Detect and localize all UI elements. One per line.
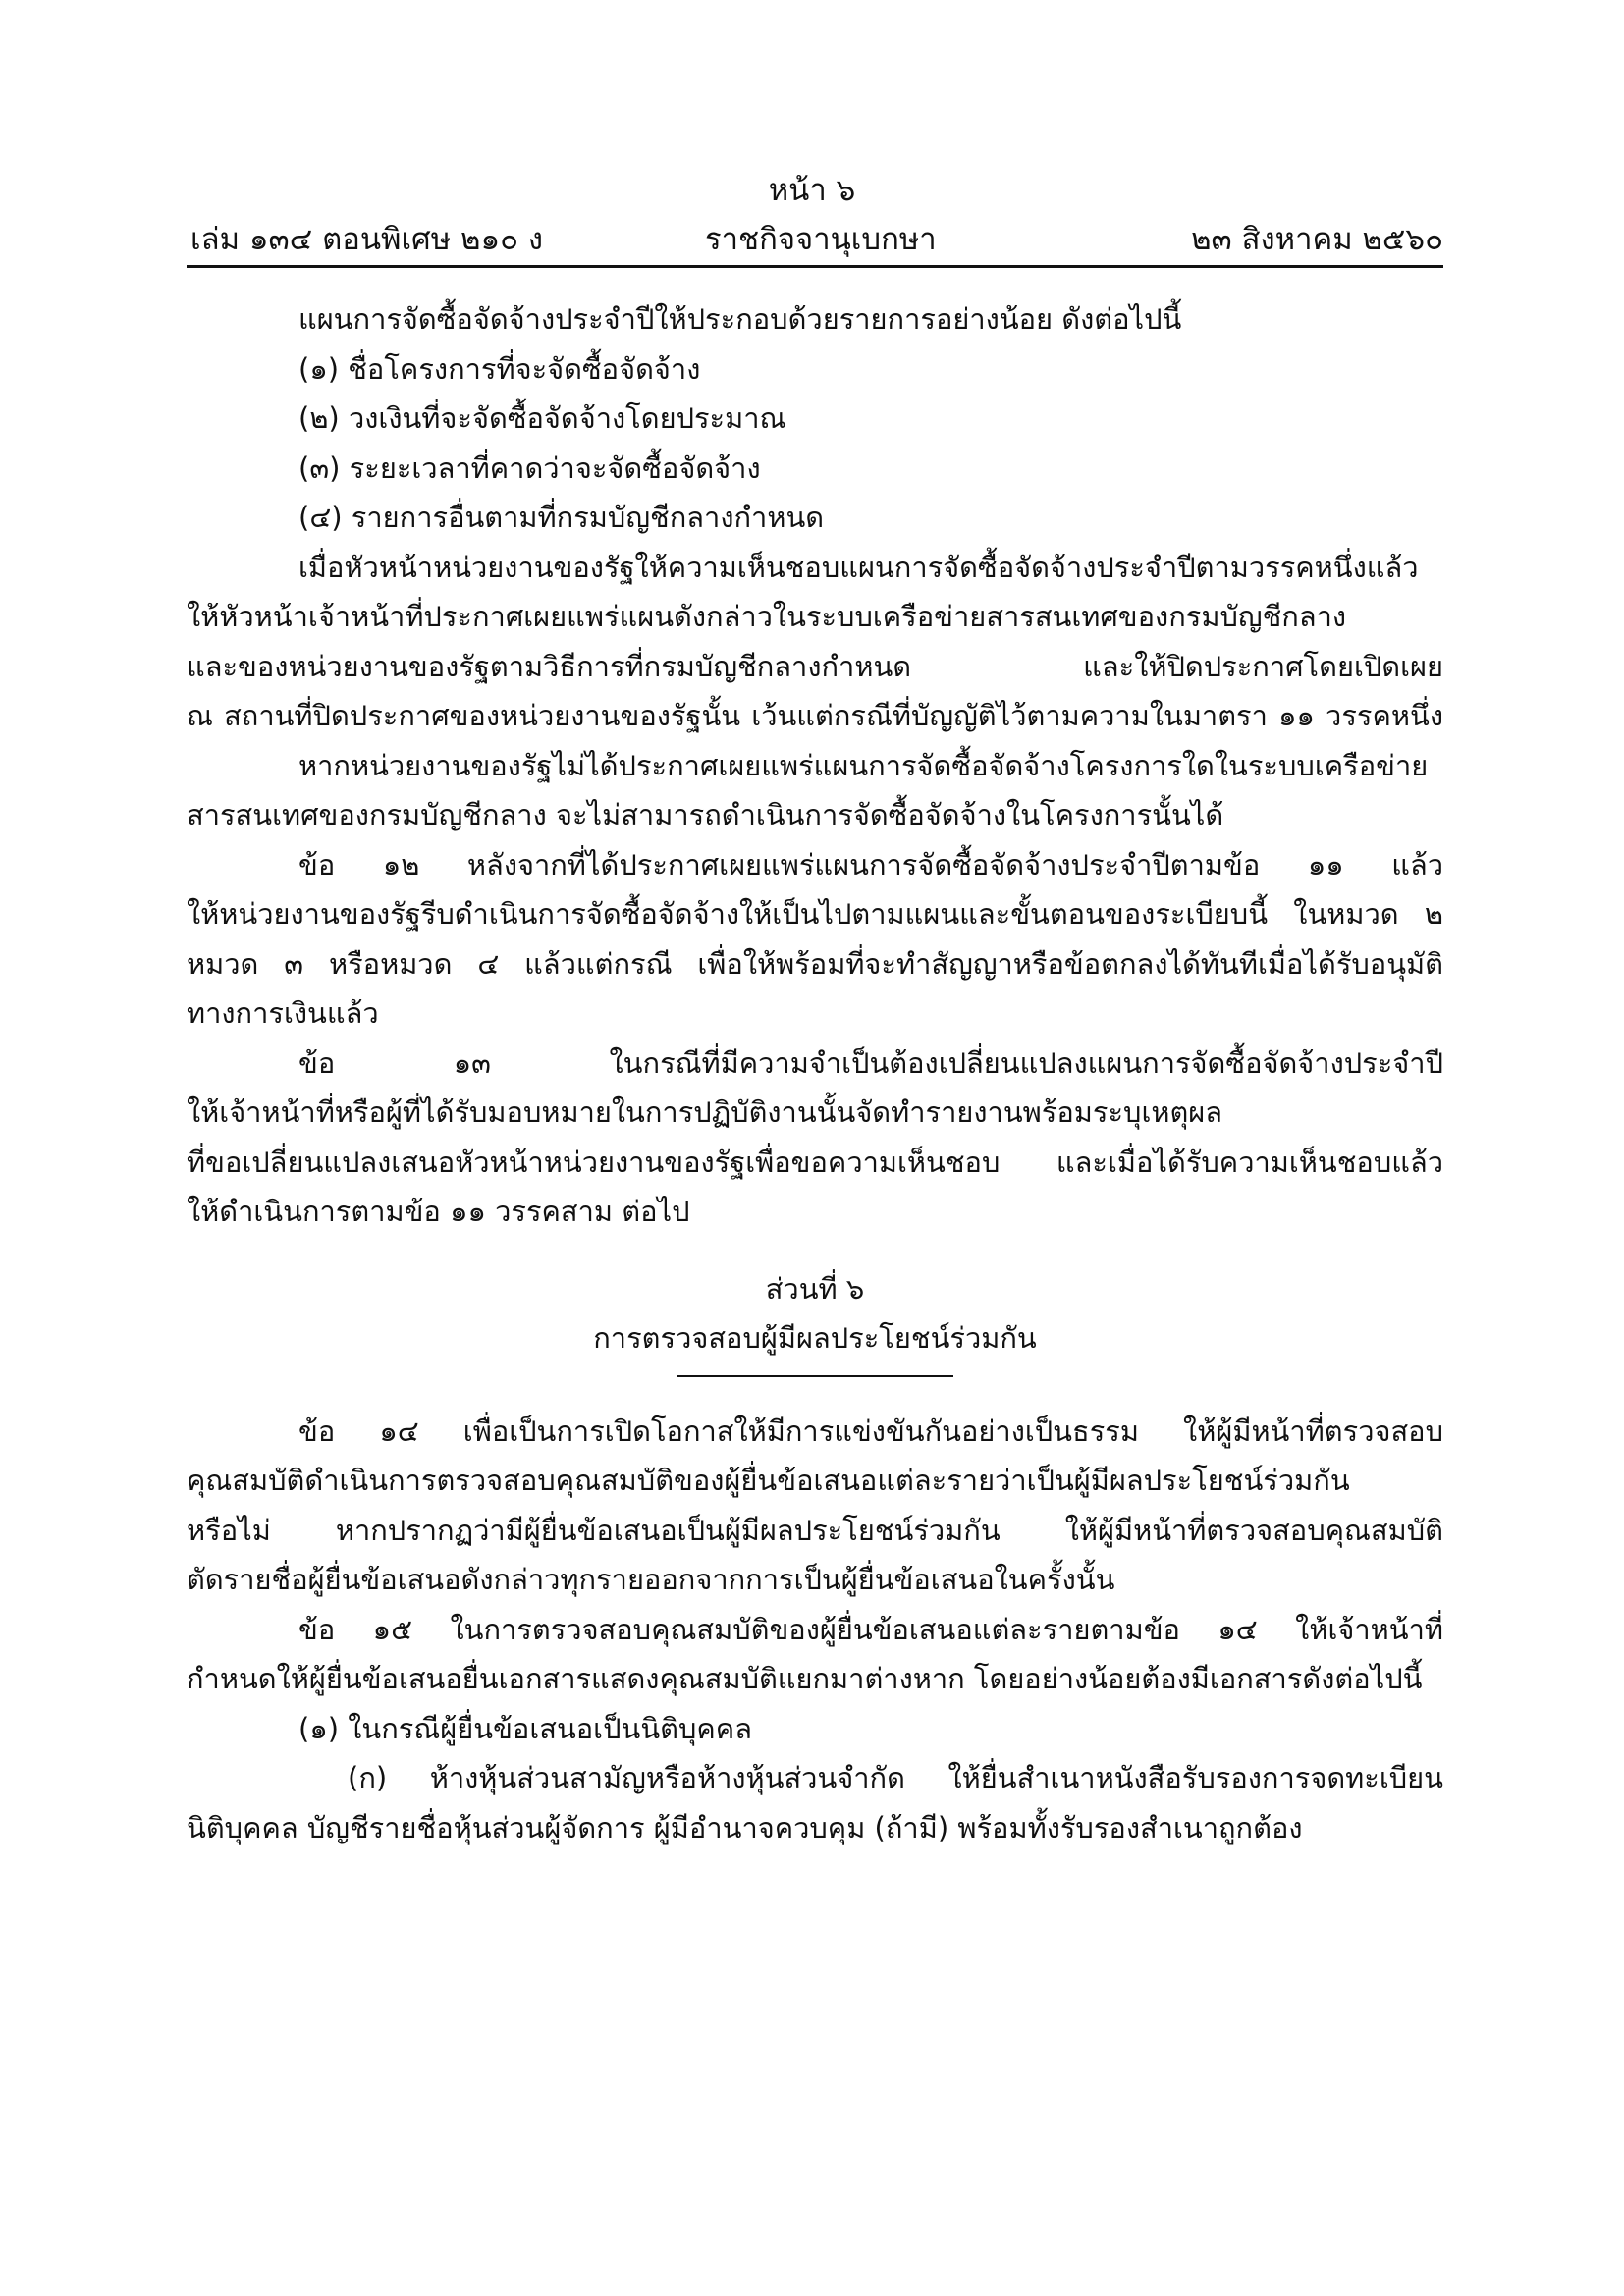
paragraph-line: หมวด ๓ หรือหมวด ๔ แล้วแต่กรณี เพื่อให้พร้อมที่จะทำสัญญาหรือข้อตกลงได้ทันทีเมื่อได้รับอนุมัติ [187, 946, 1443, 981]
paragraph-line: และของหน่วยงานของรัฐตามวิธีการที่กรมบัญชีกลางกำหนด และให้ปิดประกาศโดยเปิดเผย [187, 649, 1443, 683]
paragraph-line: ณ สถานที่ปิดประกาศของหน่วยงานของรัฐนั้น เว้นแต่กรณีที่บัญญัติไว้ตามความในมาตรา ๑๑ วรรคหนึ่ง [187, 699, 1443, 732]
paragraph-line: ตัดรายชื่อผู้ยื่นข้อเสนอดังกล่าวทุกรายออกจากการเป็นผู้ยื่นข้อเสนอในครั้งนั้น [187, 1563, 1115, 1596]
paragraph-line: ให้หน่วยงานของรัฐรีบดำเนินการจัดซื้อจัดจ้างให้เป็นไปตามแผนและขั้นตอนของระเบียบนี้ ในหมวด ๒ [187, 897, 1443, 931]
paragraph-line: นิติบุคคล บัญชีรายชื่อหุ้นส่วนผู้จัดการ ผู้มีอำนาจควบคุม (ถ้ามี) พร้อมทั้งรับรองสำเนาถูกต้อง [187, 1810, 1303, 1844]
header-rule [187, 265, 1443, 268]
paragraph-line: ข้อ ๑๔ เพื่อเป็นการเปิดโอกาสให้มีการแข่งขันกันอย่างเป็นธรรม ให้ผู้มีหน้าที่ตรวจสอบ [298, 1414, 1443, 1448]
paragraph-line: ให้หัวหน้าเจ้าหน้าที่ประกาศเผยแพร่แผนดังกล่าวในระบบเครือข่ายสารสนเทศของกรมบัญชีกลาง [187, 600, 1347, 633]
paragraph-intro: แผนการจัดซื้อจัดจ้างประจำปีให้ประกอบด้วยรายการอย่างน้อย ดังต่อไปนี้ [298, 302, 1182, 336]
paragraph-line: ทางการเงินแล้ว [187, 996, 379, 1030]
section-subtitle: การตรวจสอบผู้มีผลประโยชน์ร่วมกัน [593, 1321, 1037, 1355]
paragraph-line: ให้ดำเนินการตามข้อ ๑๑ วรรคสาม ต่อไป [187, 1195, 690, 1228]
paragraph-line: ข้อ ๑๓ ในกรณีที่มีความจำเป็นต้องเปลี่ยนแปลงแผนการจัดซื้อจัดจ้างประจำปี [298, 1045, 1443, 1080]
paragraph-line: ข้อ ๑๕ ในการตรวจสอบคุณสมบัติของผู้ยื่นข้อเสนอแต่ละรายตามข้อ ๑๔ ให้เจ้าหน้าที่ [298, 1612, 1443, 1646]
paragraph-line: ข้อ ๑๒ หลังจากที่ได้ประกาศเผยแพร่แผนการจัดซื้อจัดจ้างประจำปีตามข้อ ๑๑ แล้ว [298, 847, 1443, 881]
list-item: (๔) รายการอื่นตามที่กรมบัญชีกลางกำหนด [298, 501, 825, 534]
paragraph-line: ที่ขอเปลี่ยนแปลงเสนอหัวหน้าหน่วยงานของรัฐเพื่อขอความเห็นชอบ และเมื่อได้รับความเห็นชอบแล้ว [187, 1145, 1443, 1179]
page-number: หน้า ๖ [768, 173, 856, 208]
gazette-title: ราชกิจจานุเบกษา [705, 222, 937, 257]
paragraph-line: คุณสมบัติดำเนินการตรวจสอบคุณสมบัติของผู้ยื่นข้อเสนอแต่ละรายว่าเป็นผู้มีผลประโยชน์ร่วมกัน [187, 1464, 1350, 1497]
paragraph-line: หรือไม่ หากปรากฏว่ามีผู้ยื่นข้อเสนอเป็นผู้มีผลประโยชน์ร่วมกัน ให้ผู้มีหน้าที่ตรวจสอบคุณสมบัติ [187, 1513, 1443, 1547]
list-item: (๓) ระยะเวลาที่คาดว่าจะจัดซื้อจัดจ้าง [298, 451, 761, 485]
paragraph-line: หากหน่วยงานของรัฐไม่ได้ประกาศเผยแพร่แผนการจัดซื้อจัดจ้างโครงการใดในระบบเครือข่าย [298, 748, 1429, 782]
paragraph-line: ให้เจ้าหน้าที่หรือผู้ที่ได้รับมอบหมายในการปฏิบัติงานนั้นจัดทำรายงานพร้อมระบุเหตุผล [187, 1095, 1223, 1129]
volume-issue: เล่ม ๑๓๔ ตอนพิเศษ ๒๑๐ ง [190, 222, 544, 257]
spacer [187, 1399, 1443, 1407]
paragraph-line: สารสนเทศของกรมบัญชีกลาง จะไม่สามารถดำเนินการจัดซื้อจัดจ้างในโครงการนั้นได้ [187, 798, 1224, 831]
list-item: (๑) ชื่อโครงการที่จะจัดซื้อจัดจ้าง [298, 351, 701, 386]
section-title: ส่วนที่ ๖ [765, 1271, 865, 1306]
list-item: (๒) วงเงินที่จะจัดซื้อจัดจ้างโดยประมาณ [298, 401, 786, 435]
spacer [187, 1237, 1443, 1264]
paragraph-line: กำหนดให้ผู้ยื่นข้อเสนอยื่นเอกสารแสดงคุณสมบัติแยกมาต่างหาก โดยอย่างน้อยต้องมีเอกสารดังต่อไปนี้ [187, 1662, 1423, 1695]
paragraph-line: เมื่อหัวหน้าหน่วยงานของรัฐให้ความเห็นชอบแผนการจัดซื้อจัดจ้างประจำปีตามวรรคหนึ่งแล้ว [298, 550, 1419, 584]
section-rule [677, 1375, 953, 1377]
publication-date: ๒๓ สิงหาคม ๒๕๖๐ [1191, 222, 1443, 257]
document-body [187, 294, 1443, 1852]
list-item: (๑) ในกรณีผู้ยื่นข้อเสนอเป็นนิติบุคคล [298, 1711, 752, 1745]
paragraph-line: (ก) ห้างหุ้นส่วนสามัญหรือห้างหุ้นส่วนจำกัด ให้ยื่นสำเนาหนังสือรับรองการจดทะเบียน [348, 1761, 1443, 1794]
